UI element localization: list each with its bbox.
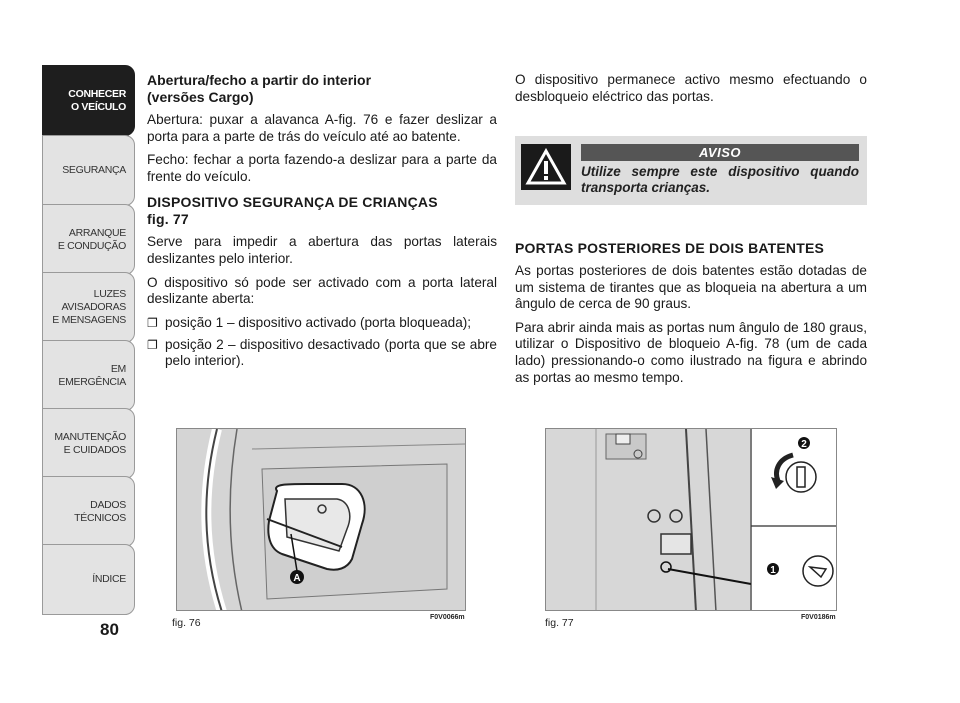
figure-77-code: F0V0186m	[801, 614, 836, 621]
list-item-text: posição 2 – dispositivo desactivado (porta que se abre pelo interior).	[165, 336, 497, 369]
paragraph: Abertura: puxar a alavanca A-fig. 76 e fazer deslizar a porta para a parte de trás do veículo até ao batente.	[147, 112, 497, 144]
heading-line-2: fig. 77	[147, 211, 189, 228]
paragraph: Fecho: fechar a porta fazendo-a deslizar para a parte da frente do veículo.	[147, 152, 497, 184]
section-heading-portas: PORTAS POSTERIORES DE DOIS BATENTES	[515, 240, 825, 256]
warning-title: AVISO	[581, 144, 859, 161]
paragraph: O dispositivo permanece activo mesmo efectuando o desbloqueio eléctrico das portas.	[515, 72, 867, 104]
heading-line-1: Abertura/fecho a partir do interior	[147, 72, 372, 88]
tab-em-emergencia[interactable]: EM EMERGÊNCIA	[42, 340, 135, 411]
warning-triangle-icon	[521, 144, 571, 190]
warning-text: Utilize sempre este dispositivo quando transporta crianças.	[581, 164, 859, 195]
figure-77-child-lock	[545, 428, 837, 611]
label-2: 2	[801, 439, 807, 450]
checkbox-bullet-icon: ❐	[147, 337, 158, 352]
list-item	[147, 337, 497, 370]
right-column	[515, 72, 867, 112]
label-a: A	[293, 573, 301, 584]
label-1: 1	[770, 565, 776, 576]
figure-76-door-handle	[176, 428, 466, 611]
figure-76-code: F0V0066m	[430, 614, 465, 621]
heading-line-2: (versões Cargo)	[147, 89, 254, 105]
paragraph: Para abrir ainda mais as portas num ângulo de 180 graus, utilizar o Dispositivo de bloqueio A-fig. 78 (um de cada lado) pressionando-o como ilustrado na figura e abrindo as portas ao mesmo tempo.	[515, 319, 867, 385]
tab-conhecer-o-veiculo[interactable]: CONHECER O VEÍCULO	[42, 65, 135, 136]
page-number: 80	[100, 620, 119, 639]
tab-seguranca[interactable]: SEGURANÇA	[42, 135, 135, 206]
paragraph: Serve para impedir a abertura das portas laterais deslizantes pelo interior.	[147, 234, 497, 266]
section-heading-abertura	[147, 72, 497, 106]
right-column-lower	[515, 240, 867, 393]
checkbox-bullet-icon: ❐	[147, 315, 158, 330]
paragraph: O dispositivo só pode ser activado com a porta lateral deslizante aberta:	[147, 274, 497, 307]
paragraph: As portas posteriores de dois batentes estão dotadas de um sistema de tirantes que as bloqueia na abertura a um ângulo de cerca de 90 graus.	[515, 263, 867, 312]
tab-luzes-avisadoras[interactable]: LUZES AVISADORAS E MENSAGENS	[42, 272, 135, 343]
tab-indice[interactable]: ÍNDICE	[42, 544, 135, 615]
warning-box	[515, 136, 867, 205]
list-item-text: posição 1 – dispositivo activado (porta bloqueada);	[165, 314, 472, 330]
heading-line-1: DISPOSITIVO SEGURANÇA DE CRIANÇAS	[147, 194, 438, 211]
section-heading-dispositivo	[147, 194, 497, 228]
tab-manutencao[interactable]: MANUTENÇÃO E CUIDADOS	[42, 408, 135, 479]
left-column	[147, 72, 497, 375]
tab-arranque[interactable]: ARRANQUE E CONDUÇÃO	[42, 204, 135, 275]
figure-76-caption: fig. 76	[172, 617, 201, 629]
tab-dados-tecnicos[interactable]: DADOS TÉCNICOS	[42, 476, 135, 547]
figure-77-caption: fig. 77	[545, 617, 574, 629]
list-item	[147, 315, 497, 332]
